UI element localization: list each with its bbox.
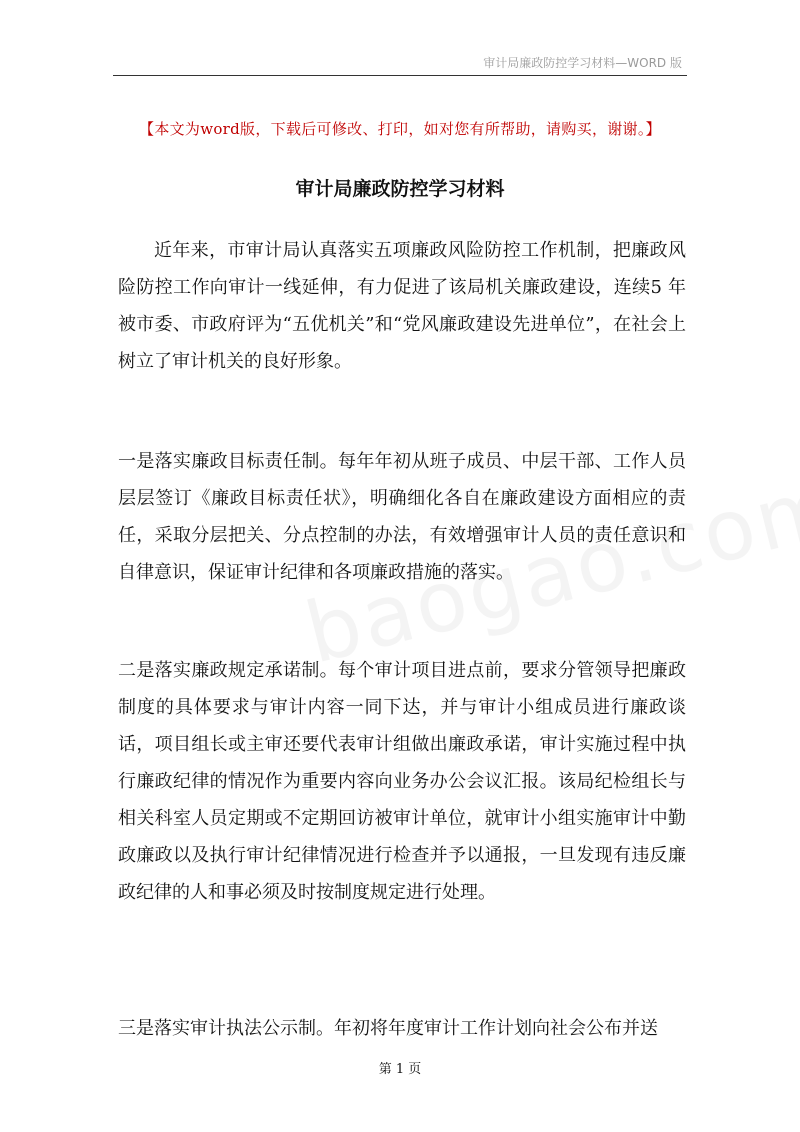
running-header: 审计局廉政防控学习材料—WORD 版 xyxy=(483,56,682,70)
document-title: 审计局廉政防控学习材料 xyxy=(295,178,505,200)
paragraph-point-2: 二是落实廉政规定承诺制。每个审计项目进点前，要求分管领导把廉政制度的具体要求与审计内容一同下达，并与审计小组成员进行廉政谈话，项目组长或主审还要代表审计组做出廉政承诺，审计实施过程中执行廉政纪律的情况作为重要内容向业务办公会议汇报。该局纪检组长与相关科室人员定期或不定期回访被审计单位，就审计小组实施审计中勤政廉政以及执行审计纪律情况进行检查并予以通报，一旦发现有违反廉政纪律的人和事必须及时按制度规定进行处理。 xyxy=(118,660,686,903)
paragraph-point-3: 三是落实审计执法公示制。年初将年度审计工作计划向社会公布并送 xyxy=(118,1018,658,1039)
page-number: 第 1 页 xyxy=(378,1062,422,1077)
purchase-notice: 【本文为word版，下载后可修改、打印，如对您有所帮助，请购买，谢谢。】 xyxy=(139,120,661,138)
paragraph-intro: 近年来，市审计局认真落实五项廉政风险防控工作机制，把廉政风险防控工作向审计一线延伸，有力促进了该局机关廉政建设，连续5 年被市委、市政府评为“五优机关”和“党风廉政建设先进单位”，在社会上树立了审计机关的良好形象。 xyxy=(118,240,686,372)
header-rule xyxy=(113,75,687,76)
paragraph-point-1: 一是落实廉政目标责任制。每年年初从班子成员、中层干部、工作人员层层签订《廉政目标责任状》，明确细化各自在廉政建设方面相应的责任，采取分层把关、分点控制的办法，有效增强审计人员的责任意识和自律意识，保证审计纪律和各项廉政措施的落实。 xyxy=(118,451,686,583)
